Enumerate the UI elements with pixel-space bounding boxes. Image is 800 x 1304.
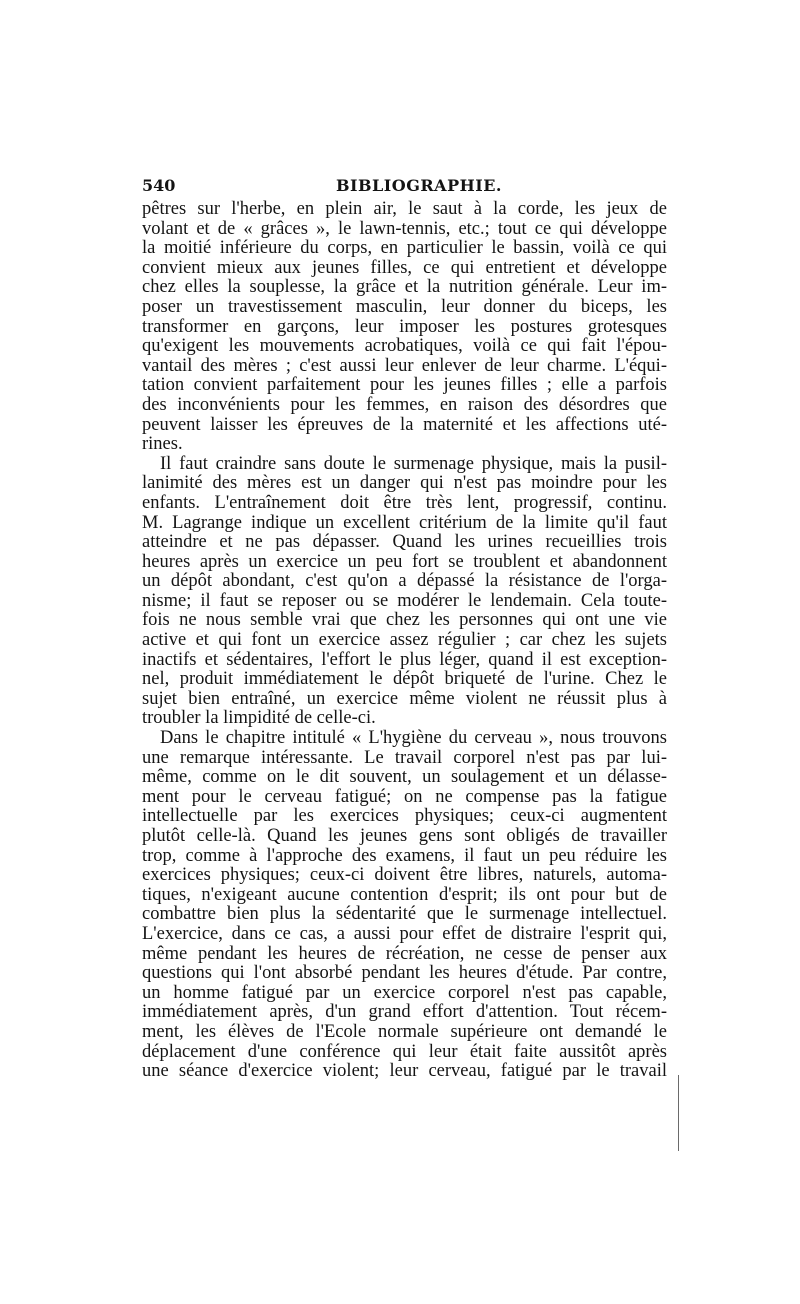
- text-line: Il faut craindre sans doute le surmenage physique, mais la pusil-: [160, 453, 667, 474]
- text-line: un dépôt abondant, c'est qu'on a dépassé la résistance de l'orga-: [142, 571, 667, 592]
- text-line: nel, produit immédiatement le dépôt briqueté de l'urine. Chez le: [142, 669, 667, 690]
- text-line: volant et de « grâces », le lawn-tennis, etc.; tout ce qui développe: [142, 218, 667, 239]
- text-line: immédiatement après, d'un grand effort d'attention. Tout récem-: [142, 1002, 667, 1023]
- text-line: pêtres sur l'herbe, en plein air, le saut à la corde, les jeux de: [142, 199, 667, 219]
- text-line: ment, les élèves de l'Ecole normale supérieure ont demandé le: [142, 1021, 667, 1042]
- text-line: plutôt celle-là. Quand les jeunes gens sont obligés de travailler: [142, 826, 667, 846]
- text-line: déplacement d'une conférence qui leur était faite aussitôt après: [142, 1041, 667, 1062]
- text-line: poser un travestissement masculin, leur donner du biceps, les: [142, 296, 667, 317]
- paragraph: [142, 200, 667, 455]
- text-line: lanimité des mères est un danger qui n'est pas moindre pour les: [142, 473, 667, 494]
- page-edge-mark: [678, 1075, 679, 1151]
- text-line: M. Lagrange indique un excellent critérium de la limite qu'il faut: [142, 512, 667, 533]
- text-line: sujet bien entraîné, un exercice même violent ne réussit plus à: [142, 688, 667, 709]
- text-line: la moitié inférieure du corps, en particulier le bassin, voilà ce qui: [142, 238, 667, 259]
- text-line: un homme fatigué par un exercice corporel n'est pas capable,: [142, 982, 667, 1003]
- text-line: rines.: [142, 434, 183, 455]
- page-number: 540: [142, 176, 176, 195]
- text-line: transformer en garçons, leur imposer les postures grotesques: [142, 316, 667, 337]
- text-line: tiques, n'exigeant aucune contention d'esprit; ils ont pour but de: [142, 884, 667, 905]
- text-line: L'exercice, dans ce cas, a aussi pour effet de distraire l'esprit qui,: [142, 923, 667, 944]
- text-line: Dans le chapitre intitulé « L'hygiène du cerveau », nous trouvons: [160, 728, 667, 749]
- text-line: atteindre et ne pas dépasser. Quand les urines recueillies trois: [142, 532, 667, 553]
- text-line: enfants. L'entraînement doit être très lent, progressif, continu.: [142, 492, 667, 513]
- text-line: tation convient parfaitement pour les jeunes filles ; elle a parfois: [142, 375, 667, 396]
- text-line: qu'exigent les mouvements acrobatiques, voilà ce qui fait l'épou-: [142, 336, 667, 357]
- text-line: intellectuelle par les exercices physiques; ceux-ci augmentent: [142, 806, 667, 827]
- text-line: vantail des mères ; c'est aussi leur enlever de leur charme. L'équi-: [142, 355, 667, 376]
- text-line: fois ne nous semble vrai que chez les personnes qui ont une vie: [142, 610, 667, 631]
- running-head: BIBLIOGRAPHIE.: [336, 176, 502, 195]
- text-line: une remarque intéressante. Le travail corporel n'est pas par lui-: [142, 747, 667, 768]
- text-line: même, comme on le dit souvent, un soulagement et un délasse-: [142, 767, 667, 788]
- text-line: peuvent laisser les épreuves de la maternité et les affections uté-: [142, 414, 667, 435]
- page-header: [142, 176, 666, 198]
- text-line: même pendant les heures de récréation, ne cesse de penser aux: [142, 943, 667, 964]
- text-line: chez elles la souplesse, la grâce et la nutrition générale. Leur im-: [142, 277, 667, 298]
- text-line: des inconvénients pour les femmes, en raison des désordres que: [142, 394, 667, 415]
- paragraph: [142, 729, 667, 1082]
- text-line: inactifs et sédentaires, l'effort le plus léger, quand il est exception-: [142, 649, 667, 670]
- text-line: trop, comme à l'approche des examens, il faut un peu réduire les: [142, 845, 667, 866]
- text-line: questions qui l'ont absorbé pendant les heures d'étude. Par contre,: [142, 963, 667, 984]
- text-line: active et qui font un exercice assez régulier ; car chez les sujets: [142, 630, 667, 651]
- text-line: nisme; il faut se reposer ou se modérer le lendemain. Cela toute-: [142, 590, 667, 611]
- text-line: heures après un exercice un peu fort se troublent et abandonnent: [142, 551, 667, 572]
- body-text: [142, 200, 667, 1082]
- text-line: ment pour le cerveau fatigué; on ne compense pas la fatigue: [142, 786, 667, 807]
- text-line: exercices physiques; ceux-ci doivent être libres, naturels, automa-: [142, 865, 667, 886]
- text-line: combattre bien plus la sédentarité que le surmenage intellectuel.: [142, 904, 667, 925]
- paragraph: [142, 455, 667, 729]
- text-line: convient mieux aux jeunes filles, ce qui entretient et développe: [142, 257, 667, 278]
- text-line: une séance d'exercice violent; leur cerveau, fatigué par le travail: [142, 1061, 667, 1082]
- text-line: troubler la limpidité de celle-ci.: [142, 708, 376, 729]
